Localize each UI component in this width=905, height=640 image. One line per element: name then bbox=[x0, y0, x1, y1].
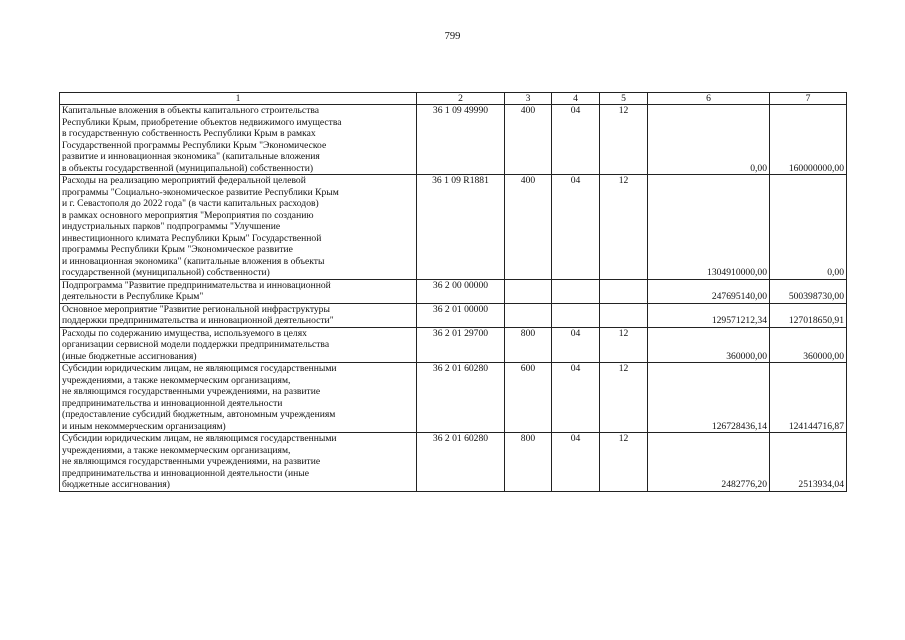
subsection-cell: 12 bbox=[600, 327, 648, 363]
header-cell-7: 7 bbox=[770, 93, 847, 105]
target-code-cell: 36 2 01 00000 bbox=[417, 303, 505, 327]
header-cell-4: 4 bbox=[552, 93, 600, 105]
table-row bbox=[60, 175, 847, 280]
table-row bbox=[60, 327, 847, 363]
section-cell: 04 bbox=[552, 363, 600, 433]
expense-name-cell: Подпрограмма "Развитие предпринимательства и инновационной деятельности в Республике Крым" bbox=[60, 279, 417, 303]
expense-name-cell: Расходы на реализацию мероприятий федеральной целевой программы "Социально-экономическое развитие Республики Крым и г. Севастополя до 2022 года" (в части капитальных расходов) в рамках основного мероприятия "Мероприятия по созданию индустриальных парков" подпрограммы "Улучшение инвестиционного климата Республики Крым" Государственной программы Республики Крым "Экономическое развитие и инновационная экономика" (капитальные вложения в объекты государственной (муниципальной) собственности) bbox=[60, 175, 417, 280]
header-cell-3: 3 bbox=[505, 93, 552, 105]
section-cell: 04 bbox=[552, 327, 600, 363]
expense-type-cell: 800 bbox=[505, 327, 552, 363]
section-cell: 04 bbox=[552, 105, 600, 175]
amount-year2-cell: 160000000,00 bbox=[770, 105, 847, 175]
expense-type-cell: 600 bbox=[505, 363, 552, 433]
amount-year1-cell: 360000,00 bbox=[648, 327, 770, 363]
amount-year1-cell: 1304910000,00 bbox=[648, 175, 770, 280]
amount-year1-cell: 2482776,20 bbox=[648, 433, 770, 492]
expense-type-cell bbox=[505, 303, 552, 327]
section-cell: 04 bbox=[552, 433, 600, 492]
table-row bbox=[60, 303, 847, 327]
amount-year2-cell: 0,00 bbox=[770, 175, 847, 280]
subsection-cell bbox=[600, 279, 648, 303]
header-cell-2: 2 bbox=[417, 93, 505, 105]
amount-year1-cell: 247695140,00 bbox=[648, 279, 770, 303]
expense-type-cell: 400 bbox=[505, 105, 552, 175]
expense-type-cell: 400 bbox=[505, 175, 552, 280]
header-cell-5: 5 bbox=[600, 93, 648, 105]
section-cell bbox=[552, 279, 600, 303]
amount-year1-cell: 0,00 bbox=[648, 105, 770, 175]
expense-type-cell: 800 bbox=[505, 433, 552, 492]
expense-name-cell: Субсидии юридическим лицам, не являющимся государственными учреждениями, а также некоммерческим организациям, не являющимся государственными учреждениями, на развитие предпринимательства и инновационной деятельности (иные бюджетные ассигнования) bbox=[60, 433, 417, 492]
section-cell: 04 bbox=[552, 175, 600, 280]
table-body bbox=[60, 93, 847, 492]
amount-year2-cell: 360000,00 bbox=[770, 327, 847, 363]
budget-table bbox=[59, 92, 847, 492]
amount-year2-cell: 124144716,87 bbox=[770, 363, 847, 433]
header-row bbox=[60, 93, 847, 105]
target-code-cell: 36 1 09 49990 bbox=[417, 105, 505, 175]
subsection-cell bbox=[600, 303, 648, 327]
amount-year2-cell: 2513934,04 bbox=[770, 433, 847, 492]
target-code-cell: 36 2 01 29700 bbox=[417, 327, 505, 363]
expense-type-cell bbox=[505, 279, 552, 303]
expense-name-cell: Субсидии юридическим лицам, не являющимся государственными учреждениями, а также некоммерческим организациям, не являющимся государственными учреждениями, на развитие предпринимательства и инновационной деятельности (предоставление субсидий бюджетным, автономным учреждениям и иным некоммерческим организациям) bbox=[60, 363, 417, 433]
amount-year2-cell: 127018650,91 bbox=[770, 303, 847, 327]
target-code-cell: 36 2 01 60280 bbox=[417, 433, 505, 492]
amount-year1-cell: 126728436,14 bbox=[648, 363, 770, 433]
header-cell-1: 1 bbox=[60, 93, 417, 105]
table-row bbox=[60, 105, 847, 175]
amount-year1-cell: 129571212,34 bbox=[648, 303, 770, 327]
expense-name-cell: Капитальные вложения в объекты капитального строительства Республики Крым, приобретение объектов недвижимого имущества в государственную собственность Республики Крым в рамках Государственной программы Республики Крым "Экономическое развитие и инновационная экономика" (капитальные вложения в объекты государственной (муниципальной) собственности) bbox=[60, 105, 417, 175]
table-row bbox=[60, 433, 847, 492]
subsection-cell: 12 bbox=[600, 105, 648, 175]
table-row bbox=[60, 279, 847, 303]
target-code-cell: 36 2 00 00000 bbox=[417, 279, 505, 303]
subsection-cell: 12 bbox=[600, 363, 648, 433]
expense-name-cell: Расходы по содержанию имущества, используемого в целях организации сервисной модели поддержки предпринимательства (иные бюджетные ассигнования) bbox=[60, 327, 417, 363]
subsection-cell: 12 bbox=[600, 175, 648, 280]
page-number: 799 bbox=[444, 31, 461, 42]
subsection-cell: 12 bbox=[600, 433, 648, 492]
section-cell bbox=[552, 303, 600, 327]
expense-name-cell: Основное мероприятие "Развитие региональной инфраструктуры поддержки предпринимательства и инновационной деятельности" bbox=[60, 303, 417, 327]
target-code-cell: 36 1 09 R1881 bbox=[417, 175, 505, 280]
header-cell-6: 6 bbox=[648, 93, 770, 105]
table-row bbox=[60, 363, 847, 433]
amount-year2-cell: 500398730,00 bbox=[770, 279, 847, 303]
target-code-cell: 36 2 01 60280 bbox=[417, 363, 505, 433]
